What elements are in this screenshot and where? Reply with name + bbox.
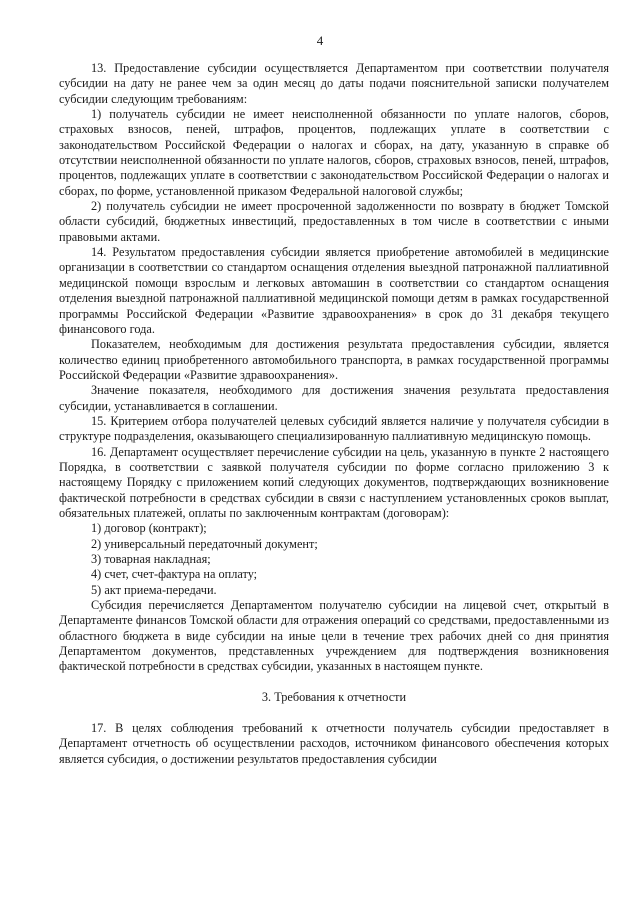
paragraph-13: 13. Предоставление субсидии осуществляется Департаментом при соответствии получателя субсидии на дату не ранее чем за один месяц до даты подачи пояснительной записки получателем субсидии следующим требованиям: xyxy=(59,61,609,106)
list-item: 5) акт приема-передачи. xyxy=(91,582,217,597)
paragraph-transfer: Субсидия перечисляется Департаментом получателю субсидии на лицевой счет, открытый в Департаменте финансов Томской области для отражения операций со средствами, предоставленными из областного бюджета в виде субсидии на иные цели в течение трех рабочих дней со дня принятия Департаментом документов, представленных учреждением для подтверждения возникновения фактической потребности в средствах субсидии, указанных в настоящем пункте. xyxy=(59,598,609,674)
list-item: 2) универсальный передаточный документ; xyxy=(91,536,318,551)
page-number: 4 xyxy=(316,33,324,48)
paragraph-indicator: Показателем, необходимым для достижения результата предоставления субсидии, является количество единиц приобретенного автомобильного транспорта, в рамках государственной программы Российской Федерации «Развитие здравоохранения». xyxy=(59,337,609,382)
paragraph-17: 17. В целях соблюдения требований к отчетности получатель субсидии предоставляет в Департамент отчетность об осуществлении расходов, источником финансового обеспечения которых является субсидия, о достижении результатов предоставления субсидии xyxy=(59,721,609,766)
document-body xyxy=(59,61,609,767)
documents-list xyxy=(59,521,609,598)
paragraph-14: 14. Результатом предоставления субсидии является приобретение автомобилей в медицинские организации в соответствии со стандартом оснащения отделения выездной патронажной паллиативной медицинской помощи взрослым и легковых автомашин в соответствии со стандартом оснащения отделения выездной патронажной паллиативной медицинской помощи детям в рамках государственной программы Российской Федерации «Развитие здравоохранения» в срок до 31 декабря текущего финансового года. xyxy=(59,245,609,336)
paragraph-13-item-2: 2) получатель субсидии не имеет просроченной задолженности по возврату в бюджет Томской области субсидий, бюджетных инвестиций, предоставленных в том числе в соответствии с иными правовыми актами. xyxy=(59,199,609,244)
list-item: 3) товарная накладная; xyxy=(91,552,211,566)
paragraph-16: 16. Департамент осуществляет перечисление субсидии на цель, указанную в пункте 2 настоящего Порядка, в соответствии с заявкой получателя субсидии по форме согласно приложению 3 к настоящему Порядку с приложением копий следующих документов, подтверждающих возникновение фактической потребности в средствах субсидии в связи с наступлением установленных сроков выплат, обязательных платежей, оплаты по заключенным контрактам (договорам): xyxy=(59,444,609,520)
paragraph-15: 15. Критерием отбора получателей целевых субсидий является наличие у получателя субсидии в структуре подразделения, оказывающего специализированную паллиативную медицинскую помощь. xyxy=(59,413,609,444)
section-heading: 3. Требования к отчетности xyxy=(261,689,407,704)
paragraph-indicator-value: Значение показателя, необходимого для достижения значения результата предоставления субсидии, устанавливается в соглашении. xyxy=(59,383,609,413)
list-item: 4) счет, счет-фактура на оплату; xyxy=(91,567,258,582)
list-item: 1) договор (контракт); xyxy=(91,521,207,536)
paragraph-13-item-1: 1) получатель субсидии не имеет неисполненной обязанности по уплате налогов, сборов, страховых взносов, пеней, штрафов, процентов, подлежащих уплате в соответствии с законодательством Российской Федерации о налогах и сборах, на дату, указанную в справке об отсутствии неисполненной обязанности по уплате налогов, сборов, страховых взносов, пеней, штрафов, процентов, подлежащих уплате в соответствии с законодательством Российской Федерации о налогах и сборах, по форме, установленной приказом Федеральной налоговой службы; xyxy=(59,107,609,198)
